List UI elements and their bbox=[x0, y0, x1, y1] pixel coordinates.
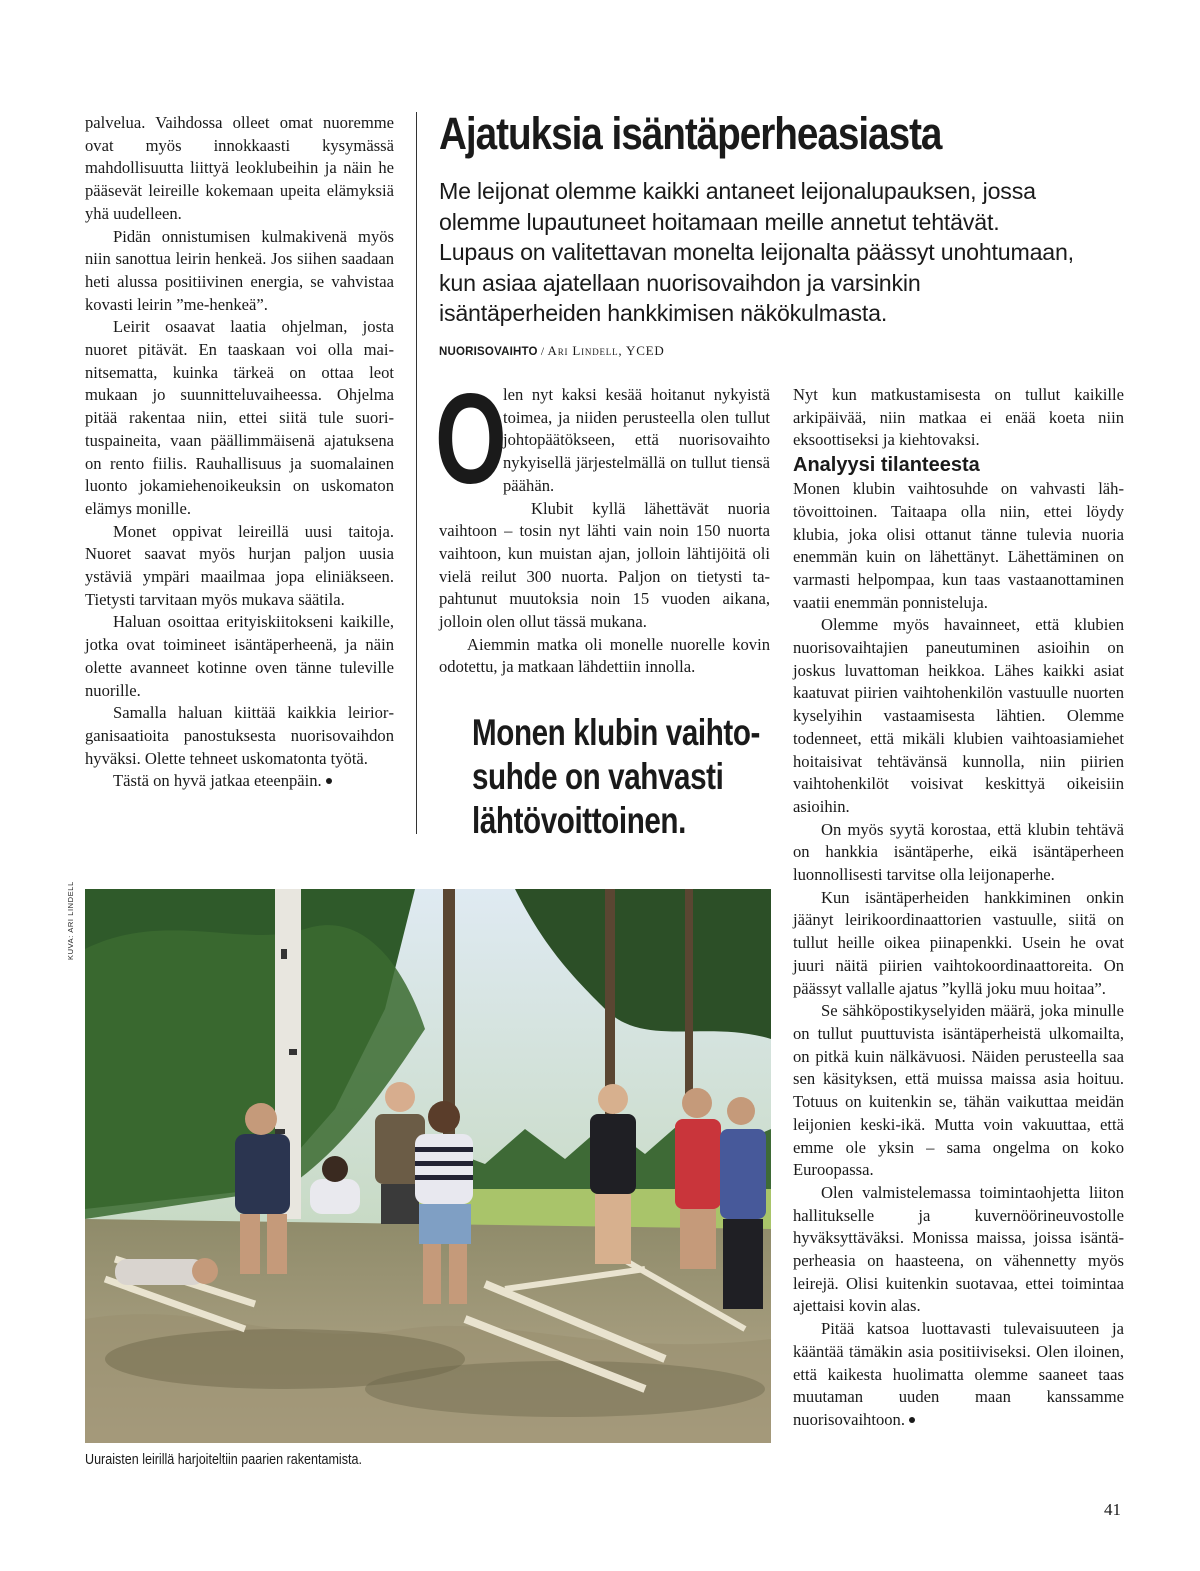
article-lead: Me leijonat olemme kaikki antaneet leijonalupauksen, jossa olemme lupautuneet hoitamaan meille annetut tehtävät. Lupaus on valitettavan monelta leijonalta päässyt unohtumaan, kun asiaa ajatellaan nuorisovaihdon ja varsinkin isäntäperheiden hankkimisen näkökulmasta. bbox=[439, 178, 1074, 327]
left-paragraph: Haluan osoittaa erityiskiitokseni kaikille, jotka ovat toimineet isäntäperheenä, ja näin olette avanneet kotinne oven tänne tuleville nuorille. bbox=[85, 612, 394, 700]
middle-paragraph: Klubit kyllä lähettävät nuoria vaihtoon – tosin nyt lähti vain noin 150 nuorta vaihtoon, kun muistan ajan, jolloin lähtijöitä oli vielä reilut 300 nuorta. Paljon on tietysti tapahtunut muutoksia noin 15 vuoden aikana, jolloin olen ollut tässä mukana. bbox=[439, 498, 770, 632]
right-paragraph: Kun isäntäperheiden hankkiminen onkin jäänyt leirikoordinaattorien vastuulle, siitä on tullut heille oikea piinapenkki. Usein he ovat juuri näitä piirien vaihtokoordinaattoreita. On päässyt vallalle ajatus ”kyllä joku muu hoitaa”. bbox=[793, 887, 1124, 998]
left-paragraph: Pidän onnistumisen kulmakivenä myös niin sanottua leirin henkeä. Jos siihen saadaan heti alussa positiivinen energia, se vahvistaa kovasti leirin ”me-henkeä”. bbox=[85, 226, 394, 314]
right-column bbox=[793, 384, 1124, 1432]
left-paragraph: Samalla haluan kiittää kaikkia leiriorganisaatioita panostuksesta nuorisovaihdon hyväksi. Olette tehneet uskomatonta työtä. bbox=[85, 703, 394, 768]
subheading: Analyysi tilanteesta bbox=[793, 454, 980, 477]
right-paragraph: Se sähköpostikyselyiden määrä, joka minulle on tullut puuttuvista isäntäperheistä ulkomailta, on pitkä kuin nälkävuosi. Näiden perusteella saa sen käsityksen, että muissa maissa asia hoituu. Totuus on kuitenkin se, tähän vaikuttaa meidän leijonien keski-ikä. Mutta voin vakuuttaa, että emme ole yksin – sama ongelma on koko Euroopassa. bbox=[793, 1001, 1124, 1180]
right-paragraph: Nyt kun matkustamisesta on tullut kaikille arkipäivää, niin matkaa ei enää koeta niin eksoottiseksi ja kiehtovaksi. bbox=[793, 385, 1124, 450]
middle-column bbox=[435, 368, 770, 679]
right-last-text: Pitää katsoa luottavasti tulevaisuuteen ja kääntää tämäkin asia positiiviseksi. Olen iloinen, että kaikesta huolimatta olemme saaneet taas muutaman uuden maan kanssamme nuorisovaihtoon. bbox=[793, 1319, 1124, 1429]
left-column bbox=[85, 112, 394, 793]
left-paragraph: Monet oppivat leireillä uusi taitoja. Nuoret saavat myös hurjan paljon uusia ystäviä ympäri maailmaa jopa eliniäkseen. Tietysti tarvitaan myös mukava säätila. bbox=[85, 521, 394, 609]
page-number: 41 bbox=[1104, 1500, 1121, 1519]
first-paragraph bbox=[435, 368, 770, 511]
end-mark-icon bbox=[326, 778, 332, 784]
drop-cap: O bbox=[435, 368, 507, 511]
left-last-text: Tästä on hyvä jatkaa eteenpäin. bbox=[113, 771, 322, 791]
camp-photo-illustration bbox=[85, 889, 771, 1443]
article-headline: Ajatuksia isäntäperheasiasta bbox=[439, 108, 942, 159]
middle-paragraph: Aiemmin matka oli monelle nuorelle kovin odotettu, ja matkaan lähdettiin innolla. bbox=[439, 634, 770, 677]
right-paragraph-last bbox=[793, 1318, 1124, 1432]
byline bbox=[439, 343, 665, 359]
left-paragraph-last bbox=[85, 770, 394, 793]
byline-section: NUORISOVAIHTO bbox=[439, 346, 538, 358]
photo-caption: Uuraisten leirillä harjoiteltiin paarien rakentamista. bbox=[85, 1452, 362, 1468]
first-paragraph-text: len nyt kaksi kesää hoitanut nykyistä toimea, ja niiden perusteella olen tullut johtopäätökseen, että nuorisovaihto nykyisellä järjestelmällä on tullut tiensä päähän. bbox=[503, 385, 770, 495]
column-divider bbox=[416, 112, 417, 834]
left-paragraph: palvelua. Vaihdossa olleet omat nuoremme ovat myös innokkaasti kysymässä mahdollisuutta liittyä leoklubeihin ja näin he pääsevät leireille kokemaan upeita elämyksiä yhä uudelleen. bbox=[85, 113, 394, 223]
right-paragraph: Olemme myös havainneet, että klubien nuorisovaihtajien paneutuminen asioihin on joskus luvattoman heikkoa. Lähes kaikki asiat kaatuvat piirien vaihtohenkilön vastuulle nuorten kyselyihin vastaamisesta lähtien. Olemme todenneet, että mikäli klubien vaihtoasiamiehet hoitaisivat tehtävänsä kunnolla, niin piirien vaihtohenkilöt voisivat keskittyä oikeisiin asioihin. bbox=[793, 615, 1124, 816]
right-paragraph: On myös syytä korostaa, että klubin tehtävä on hankkia isäntäperhe, eikä isäntäperheen luonnollisesti tarvitse olla leijonaperhe. bbox=[793, 819, 1124, 885]
byline-author: Ari Lindell, YCED bbox=[547, 343, 665, 358]
photo-credit: KUVA: ARI LINDELL bbox=[66, 881, 75, 960]
right-paragraph: Monen klubin vaihtosuhde on vahvasti lähtövoittoinen. Taitaapa olla niin, ettei löydy klubia, joka olisi ottanut tänne tulevia nuoria enemmän kuin on lähettänyt. Lähettäminen on varmasti helpompaa, kun taas vastaanottaminen vaatii enemmän ponnisteluja. bbox=[793, 479, 1124, 612]
pull-quote: Monen klubin vaihto- suhde on vahvasti lähtövoittoinen. bbox=[472, 712, 760, 841]
camp-photo bbox=[85, 889, 771, 1443]
byline-separator: / bbox=[537, 346, 548, 358]
right-paragraph: Olen valmistelemassa toimintaohjetta liiton hallitukselle ja kuvernöörineuvostolle hyväksyttäväksi. Monissa maissa, joissa isäntäperheasia on haasteena, on vähennetty myös leirejä. Olisi kuitenkin suotavaa, ettei toimintaa ajettaisi kovin alas. bbox=[793, 1182, 1124, 1316]
end-mark-icon bbox=[909, 1417, 915, 1423]
left-paragraph: Leirit osaavat laatia ohjelman, josta nuoret pitävät. En taaskaan voi olla mainitsematta, kuinka tärkeä on ottaa leot mukaan jo suunnitteluvaiheessa. Ohjelma pitää rakentaa niin, ettei siitä tule suorituspaineita, vaan päällimmäisenä ajatuksena on rento fiilis. Rauhallisuus ja suomalainen luonto jokamiehenoikeuksin on uskomaton elämys monille. bbox=[85, 317, 394, 518]
